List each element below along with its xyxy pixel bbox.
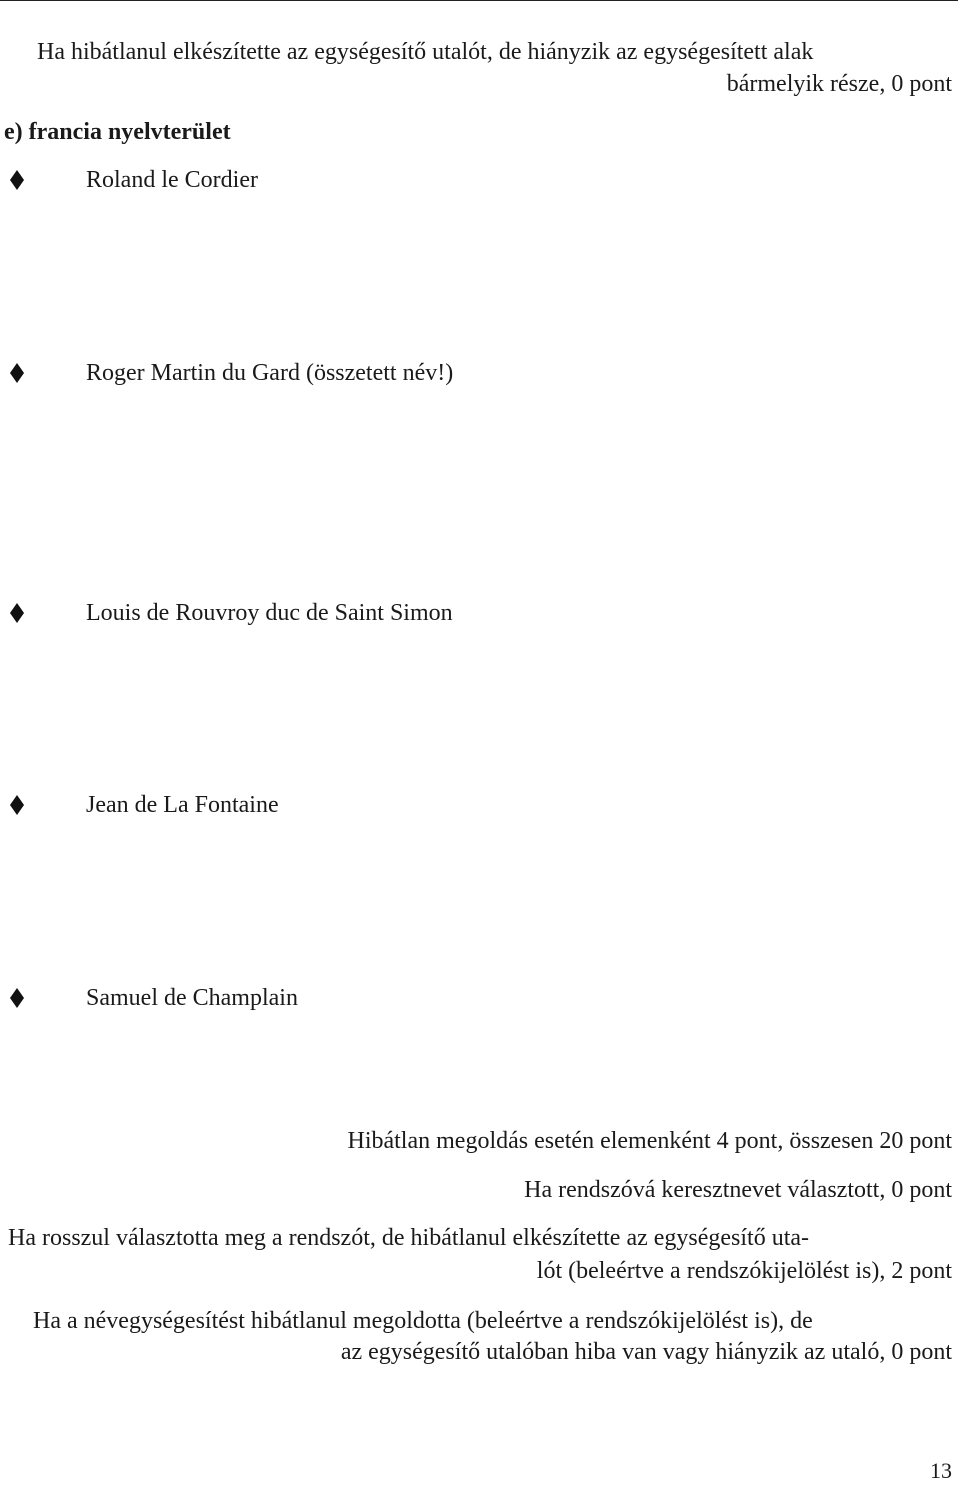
scoring-full-score: Hibátlan megoldás esetén elemenként 4 pont, összesen 20 pont: [347, 1128, 952, 1154]
list-item-label: Samuel de Champlain: [86, 984, 298, 1011]
scoring-error-line-1: Ha a névegységesítést hibátlanul megoldotta (beleértve a rendszókijelölést is), de: [33, 1308, 813, 1334]
list-item: [10, 982, 298, 1014]
list-item-label: Jean de La Fontaine: [86, 791, 279, 818]
page-number: 13: [930, 1458, 952, 1483]
list-item: [10, 164, 258, 196]
diamond-bullet-icon: [10, 603, 24, 623]
diamond-bullet-icon: [10, 170, 24, 190]
top-rule: [0, 0, 958, 1]
top-note-line-2: bármelyik része, 0 pont: [726, 71, 952, 97]
list-item: [10, 597, 453, 629]
section-heading: e) francia nyelvterület: [4, 119, 231, 145]
diamond-bullet-icon: [10, 795, 24, 815]
top-note-line-1: Ha hibátlanul elkészítette az egységesítő utalót, de hiányzik az egységesített alak: [37, 39, 814, 65]
scoring-error-line-2: az egységesítő utalóban hiba van vagy hiányzik az utaló, 0 pont: [340, 1339, 952, 1365]
list-item-label: Roland le Cordier: [86, 166, 258, 193]
scoring-wrong-choice-line-2: lót (beleértve a rendszókijelölést is), 2 pont: [536, 1258, 952, 1284]
scoring-wrong-choice-line-1: Ha rosszul választotta meg a rendszót, de hibátlanul elkészítette az egységesítő uta-: [8, 1225, 810, 1251]
scoring-first-name: Ha rendszóvá keresztnevet választott, 0 pont: [524, 1177, 952, 1203]
diamond-bullet-icon: [10, 988, 24, 1008]
list-item: [10, 789, 279, 821]
list-item: [10, 357, 453, 389]
list-item-label: Louis de Rouvroy duc de Saint Simon: [86, 599, 453, 626]
diamond-bullet-icon: [10, 363, 24, 383]
list-item-label: Roger Martin du Gard (összetett név!): [86, 359, 454, 386]
